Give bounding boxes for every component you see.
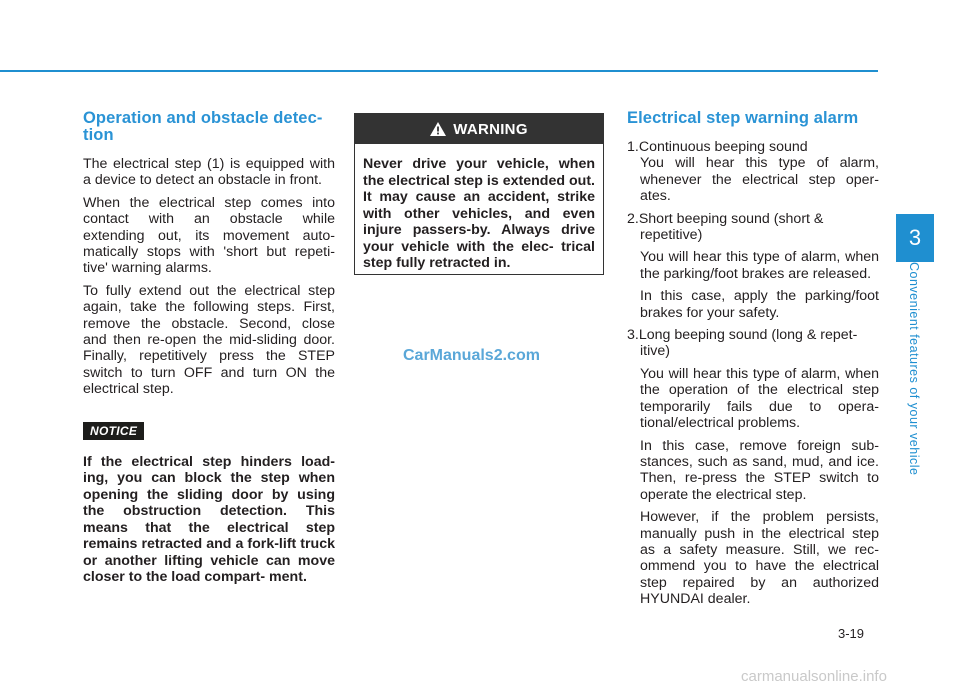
chapter-title: Convenient features of your vehicle — [907, 262, 921, 476]
list-item-title: 1.Continuous beeping sound — [627, 139, 808, 155]
left-column — [83, 110, 335, 586]
list-item-title-cont: repetitive) — [640, 227, 703, 244]
chapter-title-vertical — [903, 262, 927, 492]
list-item-text: In this case, remove foreign sub- stances, such as sand, mud, and ice. Then, re-press the STEP switch to operate the electrical step. — [640, 437, 879, 503]
warning-header — [355, 114, 603, 144]
page-number: 3-19 — [838, 626, 865, 641]
chapter-tab: 3 — [896, 214, 934, 262]
list-item-text: You will hear this type of alarm, whenever the electrical step oper- ates. — [640, 155, 879, 205]
warning-box — [354, 113, 604, 275]
list-item-title: 2.Short beeping sound (short & — [627, 210, 824, 227]
section-heading-alarm: Electrical step warning alarm — [627, 109, 859, 127]
notice-badge: NOTICE — [83, 422, 144, 440]
warning-triangle-icon — [430, 122, 446, 136]
list-item — [627, 211, 879, 321]
list-item-text: In this case, apply the parking/foot brakes for your safety. — [640, 288, 879, 321]
list-item — [627, 139, 879, 205]
list-item-text: You will hear this type of alarm, when the parking/foot brakes are released. — [640, 249, 879, 282]
list-item-title: 3.Long beeping sound (long & repet- — [627, 327, 858, 344]
section-heading-obstacle: Operation and obstacle detec- tion — [83, 109, 323, 144]
list-item — [627, 327, 879, 608]
list-item-title-cont: itive) — [640, 343, 670, 360]
paragraph-2: When the electrical step comes into contact with an obstacle while extending out, its movement auto- matically stops with 'short but repeti- tive' warning alarms. — [83, 194, 335, 277]
warning-label: WARNING — [453, 120, 528, 138]
watermark-link[interactable]: CarManuals2.com — [403, 347, 540, 364]
paragraph-3: To fully extend out the electrical step again, take the following steps. First, remove the obstacle. Second, close and then re-open the mid-sliding door. Finally, repetitively press the STEP switch to turn OFF and turn ON the electrical step. — [83, 282, 335, 398]
list-item-text: You will hear this type of alarm, when the operation of the electrical step temporarily fails due to opera- tional/electrical problems. — [640, 365, 879, 432]
paragraph-1: The electrical step (1) is equipped with a device to detect an obstacle in front. — [83, 156, 335, 189]
notice-text: If the electrical step hinders load- ing, you can block the step when opening the sliding door by using the obstruction detection. This means that the electrical step remains retracted and a fork-lift truck or another lifting vehicle can move closer to the load compart- ment. — [83, 453, 335, 586]
footer-watermark[interactable]: carmanualsonline.info — [741, 668, 887, 685]
right-column — [627, 110, 879, 614]
list-item-text: However, if the problem persists, manually push in the electrical step as a safety measure. Still, we rec- ommend you to have the electrical step repaired by an authorized HYUNDAI dealer. — [640, 509, 879, 608]
header-rule — [0, 70, 878, 72]
warning-text: Never drive your vehicle, when the electrical step is extended out. It may cause an accident, strike with other vehicles, and even injure passers-by. Always drive your vehicle with the elec- trical step fully retracted in. — [363, 156, 595, 271]
